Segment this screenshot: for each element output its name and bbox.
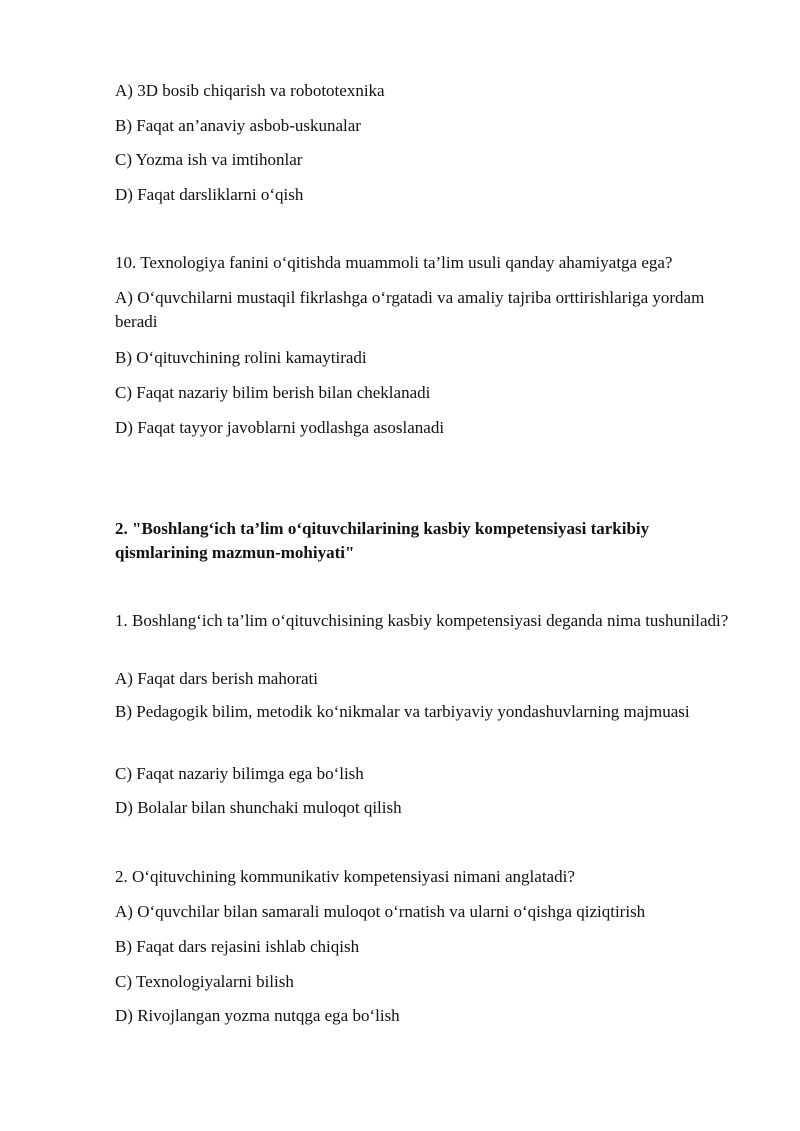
- s2q2-option-d: D) Rivojlangan yozma nutqga ega bo‘lish: [115, 1006, 400, 1025]
- q9-option-d: D) Faqat darsliklarni o‘qish: [115, 185, 304, 204]
- q10-option-a-text: A) O‘quvchilarni mustaqil fikrlashga o‘rgatadi va amaliy tajriba orttirishlariga yordam beradi: [115, 288, 705, 331]
- s2q1-option-b: [115, 700, 745, 724]
- q9-option-b: B) Faqat an’anaviy asbob-uskunalar: [115, 116, 361, 135]
- s2q2-option-a-text: A) O‘quvchilar bilan samarali muloqot o‘rnatish va ularni o‘qishga qiziqtirish: [115, 902, 646, 921]
- s2q1-option-b-text: B) Pedagogik bilim, metodik ko‘nikmalar va tarbiyaviy yondashuvlarning majmuasi: [115, 702, 690, 721]
- q10-question: 10. Texnologiya fanini o‘qitishda muammoli ta’lim usuli qanday ahamiyatga ega?: [115, 253, 673, 272]
- q10-option-c: C) Faqat nazariy bilim berish bilan cheklanadi: [115, 383, 431, 402]
- s2q1-option-d: D) Bolalar bilan shunchaki muloqot qilish: [115, 798, 402, 817]
- q10-option-a: [115, 286, 745, 334]
- q10-option-d: D) Faqat tayyor javoblarni yodlashga asoslanadi: [115, 418, 445, 437]
- q9-option-a-text: A) 3D bosib chiqarish va robototexnika: [115, 81, 385, 100]
- s2q1-question: 1. Boshlang‘ich ta’lim o‘qituvchisining kasbiy kompetensiyasi deganda nima tushuniladi?: [115, 611, 729, 630]
- section-heading: 2. "Boshlang‘ich ta’lim o‘qituvchilarining kasbiy kompetensiyasi tarkibiy qismlarining mazmun-mohiyati": [115, 519, 650, 562]
- s2q1-option-c: C) Faqat nazariy bilimga ega bo‘lish: [115, 764, 364, 783]
- q10-option-b: B) O‘qituvchining rolini kamaytiradi: [115, 348, 367, 367]
- s2q1-option-a: A) Faqat dars berish mahorati: [115, 669, 318, 688]
- q9-option-c: C) Yozma ish va imtihonlar: [115, 150, 303, 169]
- s2q2-option-c: C) Texnologiyalarni bilish: [115, 972, 294, 991]
- s2q2-question: 2. O‘qituvchining kommunikativ kompetensiyasi nimani anglatadi?: [115, 867, 575, 886]
- q9-option-a: [115, 79, 745, 103]
- s2q2-option-a: [115, 900, 745, 924]
- s2q2-option-b: B) Faqat dars rejasini ishlab chiqish: [115, 937, 360, 956]
